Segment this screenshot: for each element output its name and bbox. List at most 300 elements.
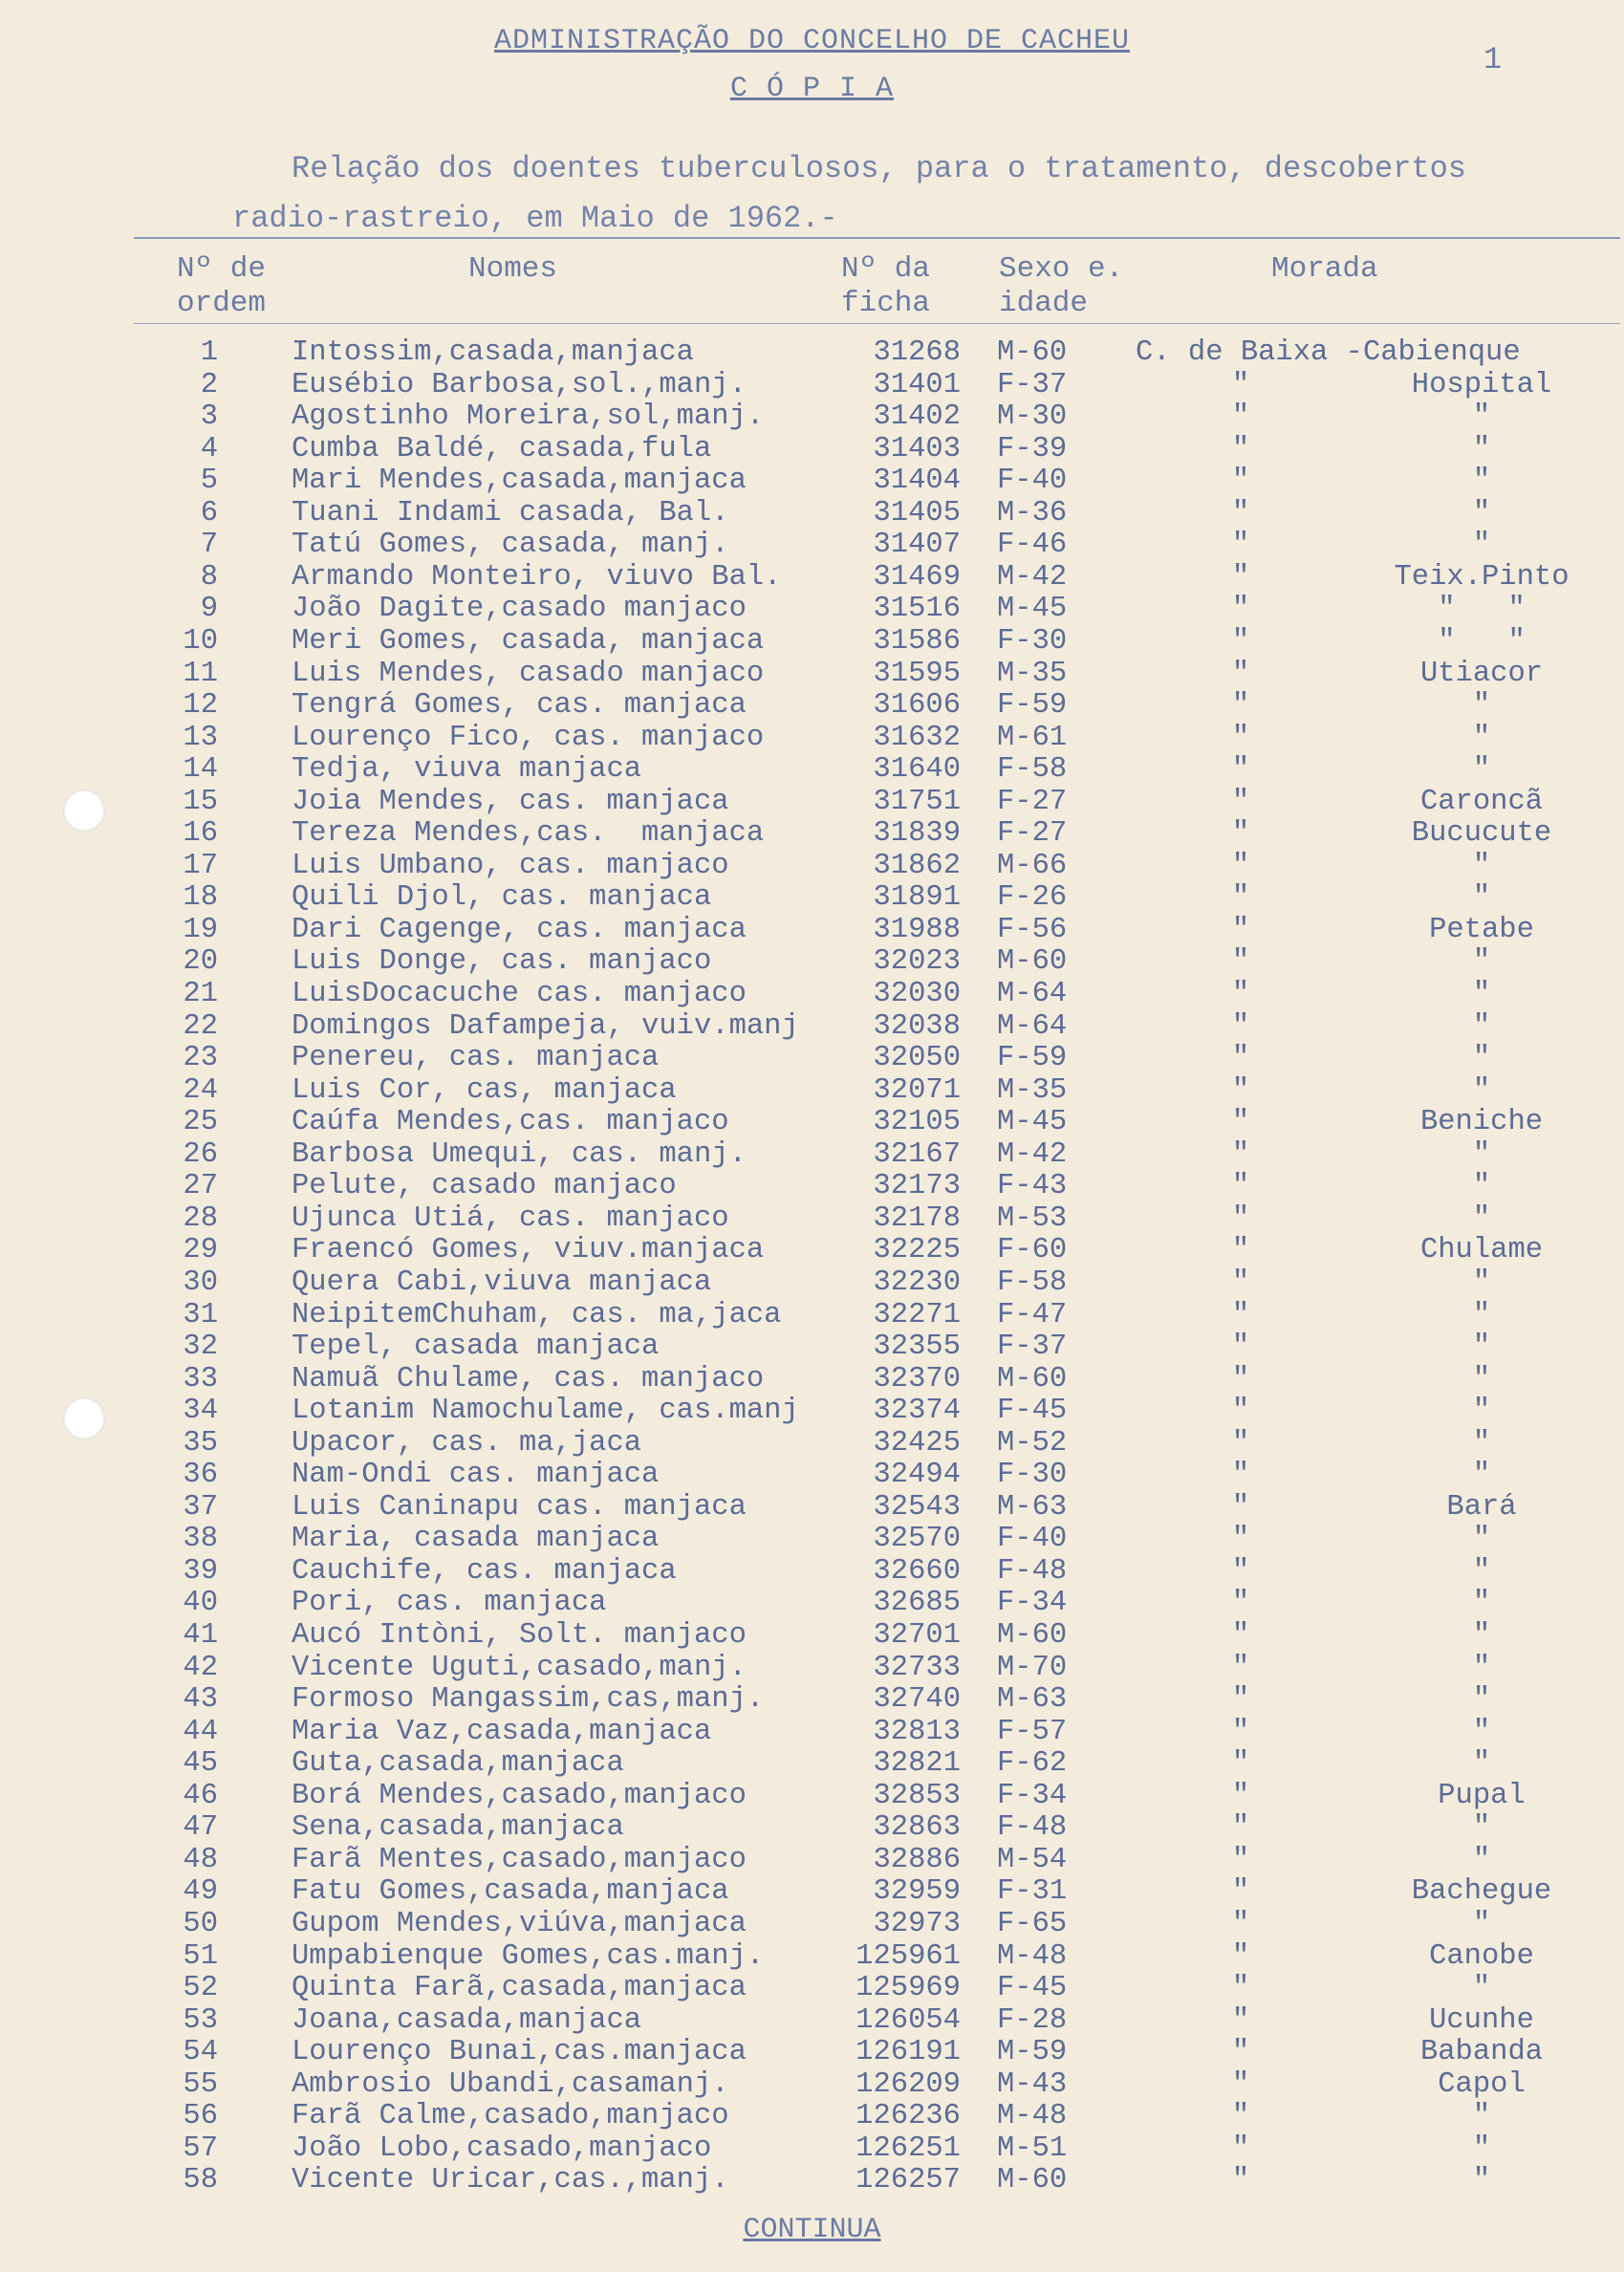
morada-place: " xyxy=(1472,496,1491,530)
sex-age: M-54 xyxy=(997,1843,1068,1876)
table-row xyxy=(0,1875,1624,1908)
morada-place: Bachegue xyxy=(1411,1875,1552,1909)
sex-age: F-45 xyxy=(997,1972,1068,2005)
table-row xyxy=(0,593,1624,625)
row-number: 5 xyxy=(200,465,218,498)
continua-label: CONTINUA xyxy=(743,2214,881,2246)
ditto-mark: " xyxy=(1231,1907,1250,1940)
patient-name: Gupom Mendes,viúva,manjaca xyxy=(292,1907,747,1940)
morada-place: Utiacor xyxy=(1419,657,1544,690)
patient-name: Meri Gomes, casada, manjaca xyxy=(292,624,765,658)
ditto-mark: " xyxy=(1231,689,1250,723)
sex-age: M-51 xyxy=(997,2131,1068,2165)
ditto-mark: " xyxy=(1231,1972,1250,2005)
sex-age: M-70 xyxy=(997,1651,1068,1684)
patient-name: Luis Caninapu cas. manjaca xyxy=(292,1490,747,1524)
file-number: 31401 xyxy=(873,368,961,401)
morada-place: " xyxy=(1472,1459,1491,1492)
ditto-mark: " xyxy=(1231,1073,1250,1107)
morada-place: " xyxy=(1472,1523,1491,1556)
morada-place: " xyxy=(1472,1266,1491,1299)
table-row xyxy=(0,914,1624,946)
patient-name: Farã Mentes,casado,manjaco xyxy=(292,1843,747,1876)
sex-age: F-59 xyxy=(997,1042,1068,1075)
patient-name: Pelute, casado manjaco xyxy=(292,1170,677,1203)
patient-name: Ujunca Utiá, cas. manjaco xyxy=(292,1201,729,1235)
row-number: 16 xyxy=(183,817,218,851)
ditto-mark: " xyxy=(1231,785,1250,818)
sex-age: F-26 xyxy=(997,881,1068,915)
file-number: 32494 xyxy=(873,1459,961,1492)
file-number: 32701 xyxy=(873,1619,961,1652)
row-number: 7 xyxy=(200,529,218,562)
row-number: 53 xyxy=(183,2003,218,2037)
row-number: 4 xyxy=(200,432,218,465)
sex-age: M-66 xyxy=(997,849,1068,882)
morada-place: " xyxy=(1472,945,1491,979)
file-number: 126257 xyxy=(855,2164,961,2197)
sex-age: M-36 xyxy=(997,496,1068,530)
morada-place: Bucucute xyxy=(1411,817,1552,851)
table-row xyxy=(0,1106,1624,1138)
row-number: 27 xyxy=(183,1170,218,1203)
col-nomes: Nomes xyxy=(468,252,558,286)
morada-place: Chulame xyxy=(1419,1234,1544,1267)
sex-age: F-59 xyxy=(997,689,1068,723)
table-row xyxy=(0,817,1624,850)
row-number: 48 xyxy=(183,1843,218,1876)
morada-place: " xyxy=(1472,1042,1491,1075)
morada-place: " xyxy=(1472,849,1491,882)
row-number: 24 xyxy=(183,1073,218,1107)
table-row xyxy=(0,433,1624,465)
sex-age: F-30 xyxy=(997,624,1068,658)
table-row xyxy=(0,978,1624,1010)
ditto-mark: " xyxy=(1231,753,1250,787)
file-number: 32030 xyxy=(873,978,961,1010)
morada-place: " xyxy=(1472,1426,1491,1460)
sex-age: F-56 xyxy=(997,913,1068,946)
table-row xyxy=(0,1908,1624,1940)
ditto-mark: " xyxy=(1231,2036,1250,2069)
table-row xyxy=(0,1427,1624,1460)
file-number: 32740 xyxy=(873,1683,961,1717)
morada-place: " xyxy=(1472,432,1491,465)
table-row xyxy=(0,1042,1624,1074)
table-row xyxy=(0,658,1624,690)
row-number: 22 xyxy=(183,1009,218,1043)
sex-age: F-39 xyxy=(997,432,1068,465)
patient-name: Ambrosio Ubandi,casamanj. xyxy=(292,2067,729,2101)
patient-name: Luis Cor, cas, manjaca xyxy=(292,1073,677,1107)
morada-place: " xyxy=(1472,400,1491,434)
row-number: 33 xyxy=(183,1362,218,1396)
sex-age: M-43 xyxy=(997,2067,1068,2101)
intro-line-1: Relação dos doentes tuberculosos, para o tratamento, descobertos xyxy=(292,151,1466,186)
row-number: 57 xyxy=(183,2131,218,2165)
table-row xyxy=(0,1587,1624,1619)
morada-place: " xyxy=(1472,2131,1491,2165)
ditto-mark: " xyxy=(1231,1201,1250,1235)
col-morada: Morada xyxy=(1271,252,1378,286)
file-number: 32370 xyxy=(873,1362,961,1396)
morada-place: " xyxy=(1472,1137,1491,1171)
file-number: 125969 xyxy=(855,1972,961,2005)
table-row xyxy=(0,2100,1624,2132)
morada-place: Caroncã xyxy=(1419,785,1544,818)
ditto-mark: " xyxy=(1231,2164,1250,2197)
row-number: 35 xyxy=(183,1426,218,1460)
patient-name: Cauchife, cas. manjaca xyxy=(292,1554,677,1588)
row-number: 43 xyxy=(183,1683,218,1717)
patient-name: Tengrá Gomes, cas. manjaca xyxy=(292,689,747,723)
row-number: 38 xyxy=(183,1523,218,1556)
ditto-mark: " xyxy=(1231,1811,1250,1845)
table-row xyxy=(0,786,1624,818)
row-number: 23 xyxy=(183,1042,218,1075)
patient-name: Domingos Dafampeja, vuiv.manj xyxy=(292,1009,799,1043)
table-row xyxy=(0,1652,1624,1684)
file-number: 32173 xyxy=(873,1170,961,1203)
patient-name: Tereza Mendes,cas. manjaca xyxy=(292,817,765,851)
ditto-mark: " xyxy=(1231,593,1250,626)
morada-place: Babanda xyxy=(1419,2036,1544,2069)
file-number: 31632 xyxy=(873,721,961,754)
ditto-mark: " xyxy=(1231,400,1250,434)
morada-place: " xyxy=(1472,1811,1491,1845)
sex-age: M-63 xyxy=(997,1683,1068,1717)
ditto-mark: " xyxy=(1231,1362,1250,1396)
table-row xyxy=(0,1234,1624,1266)
ditto-mark: " xyxy=(1231,1426,1250,1460)
row-number: 36 xyxy=(183,1459,218,1492)
sex-age: F-60 xyxy=(997,1234,1068,1267)
patient-name: Vicente Uricar,cas.,manj. xyxy=(292,2164,729,2197)
table-row xyxy=(0,465,1624,497)
table-row xyxy=(0,1138,1624,1171)
ditto-mark: " xyxy=(1231,1009,1250,1043)
col-ficha-line2: ficha xyxy=(841,287,931,320)
sex-age: M-42 xyxy=(997,560,1068,594)
ditto-mark: " xyxy=(1231,1619,1250,1652)
sex-age: F-48 xyxy=(997,1811,1068,1845)
sex-age: M-52 xyxy=(997,1426,1068,1460)
row-number: 31 xyxy=(183,1298,218,1331)
ditto-mark: " xyxy=(1231,560,1250,594)
table-row xyxy=(0,1844,1624,1876)
row-number: 50 xyxy=(183,1907,218,1940)
file-number: 32071 xyxy=(873,1073,961,1107)
table-row xyxy=(0,945,1624,978)
file-number: 31640 xyxy=(873,753,961,787)
ditto-mark: " xyxy=(1231,1170,1250,1203)
sex-age: F-46 xyxy=(997,529,1068,562)
ditto-mark: " xyxy=(1231,1843,1250,1876)
row-number: 47 xyxy=(183,1811,218,1845)
row-number: 10 xyxy=(183,624,218,658)
file-number: 32425 xyxy=(873,1426,961,1460)
ditto-mark: " xyxy=(1231,849,1250,882)
patient-name: Guta,casada,manjaca xyxy=(292,1747,624,1781)
file-number: 32543 xyxy=(873,1490,961,1524)
file-number: 31862 xyxy=(873,849,961,882)
sex-age: F-37 xyxy=(997,368,1068,401)
morada-first: C. de Baixa -Cabienque xyxy=(1136,336,1521,369)
row-number: 56 xyxy=(183,2100,218,2133)
ditto-mark: " xyxy=(1231,1939,1250,1973)
row-number: 20 xyxy=(183,945,218,979)
patient-name: Luis Donge, cas. manjaco xyxy=(292,945,712,979)
row-number: 39 xyxy=(183,1554,218,1588)
row-number: 12 xyxy=(183,689,218,723)
ditto-mark: " xyxy=(1231,881,1250,915)
file-number: 31586 xyxy=(873,624,961,658)
morada-place: " xyxy=(1472,1201,1491,1235)
row-number: 13 xyxy=(183,721,218,754)
sex-age: M-60 xyxy=(997,2164,1068,2197)
file-number: 32271 xyxy=(873,1298,961,1331)
ditto-mark: " xyxy=(1231,1587,1250,1620)
file-number: 32105 xyxy=(873,1106,961,1139)
row-number: 58 xyxy=(183,2164,218,2197)
patient-name: Cumba Baldé, casada,fula xyxy=(292,432,712,465)
patient-name: Umpabienque Gomes,cas.manj. xyxy=(292,1939,765,1973)
sex-age: M-53 xyxy=(997,1201,1068,1235)
col-sexo-line2: idade xyxy=(999,287,1089,320)
ditto-mark: " xyxy=(1231,1554,1250,1588)
row-number: 30 xyxy=(183,1266,218,1299)
file-number: 32813 xyxy=(873,1715,961,1748)
table-row xyxy=(0,753,1624,786)
ditto-mark: " xyxy=(1231,2067,1250,2101)
patient-name: Formoso Mangassim,cas,manj. xyxy=(292,1683,765,1717)
sex-age: F-47 xyxy=(997,1298,1068,1331)
morada-place: " xyxy=(1472,1362,1491,1396)
copy-label: C Ó P I A xyxy=(729,73,895,105)
file-number: 32733 xyxy=(873,1651,961,1684)
row-number: 15 xyxy=(183,785,218,818)
row-number: 25 xyxy=(183,1106,218,1139)
table-row xyxy=(0,561,1624,594)
sex-age: F-58 xyxy=(997,1266,1068,1299)
ditto-mark: " xyxy=(1231,1459,1250,1492)
ditto-mark: " xyxy=(1231,1490,1250,1524)
morada-place: Beniche xyxy=(1419,1106,1544,1139)
table-row xyxy=(0,722,1624,754)
patient-name: Barbosa Umequi, cas. manj. xyxy=(292,1137,747,1171)
table-row xyxy=(0,1331,1624,1363)
sex-age: M-35 xyxy=(997,657,1068,690)
morada-place: " xyxy=(1472,1747,1491,1781)
row-number: 29 xyxy=(183,1234,218,1267)
ditto-mark: " xyxy=(1231,2131,1250,2165)
patient-name: Pori, cas. manjaca xyxy=(292,1587,607,1620)
file-number: 32570 xyxy=(873,1523,961,1556)
sex-age: F-31 xyxy=(997,1875,1068,1909)
sex-age: M-60 xyxy=(997,1362,1068,1396)
file-number: 31751 xyxy=(873,785,961,818)
morada-place: Canobe xyxy=(1429,1939,1534,1973)
patient-name: Maria Vaz,casada,manjaca xyxy=(292,1715,712,1748)
morada-place: " xyxy=(1472,978,1491,1010)
morada-place: Petabe xyxy=(1429,913,1534,946)
ditto-mark: " xyxy=(1231,1106,1250,1139)
page-number: 1 xyxy=(1483,42,1503,77)
row-number: 18 xyxy=(183,881,218,915)
table-row xyxy=(0,336,1624,369)
morada-place: " xyxy=(1472,1907,1491,1940)
morada-place: Bará xyxy=(1446,1490,1517,1524)
file-number: 125961 xyxy=(855,1939,961,1973)
ditto-mark: " xyxy=(1231,1779,1250,1812)
patient-name: Intossim,casada,manjaca xyxy=(292,336,694,369)
row-number: 52 xyxy=(183,1972,218,2005)
table-row xyxy=(0,850,1624,882)
sex-age: F-34 xyxy=(997,1779,1068,1812)
patient-name: Tuani Indami casada, Bal. xyxy=(292,496,729,530)
file-number: 126209 xyxy=(855,2067,961,2101)
ditto-mark: " xyxy=(1231,978,1250,1010)
patient-name: Quinta Farã,casada,manjaca xyxy=(292,1972,747,2005)
table-row xyxy=(0,1940,1624,1973)
row-number: 28 xyxy=(183,1201,218,1235)
patient-name: Mari Mendes,casada,manjaca xyxy=(292,465,747,498)
morada-place: " xyxy=(1472,1972,1491,2005)
table-row xyxy=(0,1266,1624,1299)
file-number: 31988 xyxy=(873,913,961,946)
row-number: 3 xyxy=(200,400,218,434)
file-number: 31405 xyxy=(873,496,961,530)
file-number: 32886 xyxy=(873,1843,961,1876)
file-number: 126236 xyxy=(855,2100,961,2133)
file-number: 31268 xyxy=(873,336,961,369)
row-number: 34 xyxy=(183,1395,218,1428)
patient-name: Vicente Uguti,casado,manj. xyxy=(292,1651,747,1684)
patient-name: Upacor, cas. ma,jaca xyxy=(292,1426,642,1460)
row-number: 54 xyxy=(183,2036,218,2069)
morada-place: " xyxy=(1472,1298,1491,1331)
row-number: 32 xyxy=(183,1331,218,1364)
ditto-mark: " xyxy=(1231,913,1250,946)
row-number: 51 xyxy=(183,1939,218,1973)
morada-place: " xyxy=(1472,1554,1491,1588)
row-number: 26 xyxy=(183,1137,218,1171)
sex-age: F-62 xyxy=(997,1747,1068,1781)
file-number: 126054 xyxy=(855,2003,961,2037)
ditto-mark: " xyxy=(1231,465,1250,498)
sex-age: F-40 xyxy=(997,465,1068,498)
ditto-mark: " xyxy=(1231,1234,1250,1267)
table-row xyxy=(0,369,1624,401)
sex-age: M-61 xyxy=(997,721,1068,754)
file-number: 126251 xyxy=(855,2131,961,2165)
ditto-mark: " xyxy=(1231,1875,1250,1909)
patient-name: Fraencó Gomes, viuv.manjaca xyxy=(292,1234,765,1267)
sex-age: F-57 xyxy=(997,1715,1068,1748)
morada-place: " xyxy=(1472,1683,1491,1717)
patient-name: Lotanim Namochulame, cas.manj xyxy=(292,1395,799,1428)
morada-place: " xyxy=(1472,1619,1491,1652)
patient-name: Joia Mendes, cas. manjaca xyxy=(292,785,729,818)
patient-name: Quili Djol, cas. manjaca xyxy=(292,881,712,915)
row-number: 41 xyxy=(183,1619,218,1652)
sex-age: F-37 xyxy=(997,1331,1068,1364)
ditto-mark: " xyxy=(1231,1523,1250,1556)
row-number: 44 xyxy=(183,1715,218,1748)
file-number: 32973 xyxy=(873,1907,961,1940)
patient-name: Penereu, cas. manjaca xyxy=(292,1042,660,1075)
sex-age: M-60 xyxy=(997,336,1068,369)
sex-age: M-48 xyxy=(997,1939,1068,1973)
ditto-mark: " xyxy=(1231,1683,1250,1717)
table-row xyxy=(0,529,1624,561)
ditto-mark: " xyxy=(1231,1715,1250,1748)
file-number: 32853 xyxy=(873,1779,961,1812)
patient-name: Luis Mendes, casado manjaco xyxy=(292,657,765,690)
header-rule-bottom xyxy=(134,323,1620,324)
file-number: 32355 xyxy=(873,1331,961,1364)
morada-place: Hospital xyxy=(1411,368,1552,401)
row-number: 19 xyxy=(183,913,218,946)
patient-name: Fatu Gomes,casada,manjaca xyxy=(292,1875,729,1909)
sex-age: M-60 xyxy=(997,945,1068,979)
patient-name: Namuã Chulame, cas. manjaco xyxy=(292,1362,765,1396)
morada-place: " xyxy=(1472,2100,1491,2133)
ditto-mark: " xyxy=(1231,721,1250,754)
ditto-mark: " xyxy=(1231,817,1250,851)
file-number: 31516 xyxy=(873,593,961,626)
table-row xyxy=(0,1074,1624,1107)
file-number: 126191 xyxy=(855,2036,961,2069)
patient-name: Tatú Gomes, casada, manj. xyxy=(292,529,729,562)
ditto-mark: " xyxy=(1231,368,1250,401)
ditto-mark: " xyxy=(1231,1331,1250,1364)
patient-name: Agostinho Moreira,sol,manj. xyxy=(292,400,765,434)
table-row xyxy=(0,1395,1624,1427)
patient-name: Luis Umbano, cas. manjaco xyxy=(292,849,729,882)
sex-age: F-34 xyxy=(997,1587,1068,1620)
file-number: 31469 xyxy=(873,560,961,594)
table-row xyxy=(0,1972,1624,2004)
ditto-mark: " xyxy=(1231,496,1250,530)
ditto-mark: " xyxy=(1231,1747,1250,1781)
file-number: 31402 xyxy=(873,400,961,434)
ditto-mark: " xyxy=(1231,1137,1250,1171)
file-number: 32374 xyxy=(873,1395,961,1428)
patient-name: Aucó Intòni, Solt. manjaco xyxy=(292,1619,747,1652)
row-number: 17 xyxy=(183,849,218,882)
morada-place: " " xyxy=(1438,593,1526,626)
sex-age: F-27 xyxy=(997,785,1068,818)
table-row xyxy=(0,689,1624,722)
file-number: 31404 xyxy=(873,465,961,498)
col-ficha-line1: Nº da xyxy=(841,252,931,286)
patient-name: Lourenço Fico, cas. manjaco xyxy=(292,721,765,754)
sex-age: M-59 xyxy=(997,2036,1068,2069)
sex-age: M-35 xyxy=(997,1073,1068,1107)
ditto-mark: " xyxy=(1231,1266,1250,1299)
table-row xyxy=(0,2036,1624,2068)
ditto-mark: " xyxy=(1231,2003,1250,2037)
row-number: 1 xyxy=(200,336,218,369)
row-number: 21 xyxy=(183,978,218,1010)
sex-age: F-40 xyxy=(997,1523,1068,1556)
sex-age: M-45 xyxy=(997,1106,1068,1139)
ditto-mark: " xyxy=(1231,2100,1250,2133)
table-row xyxy=(0,1202,1624,1235)
row-number: 8 xyxy=(200,560,218,594)
table-row xyxy=(0,1363,1624,1396)
